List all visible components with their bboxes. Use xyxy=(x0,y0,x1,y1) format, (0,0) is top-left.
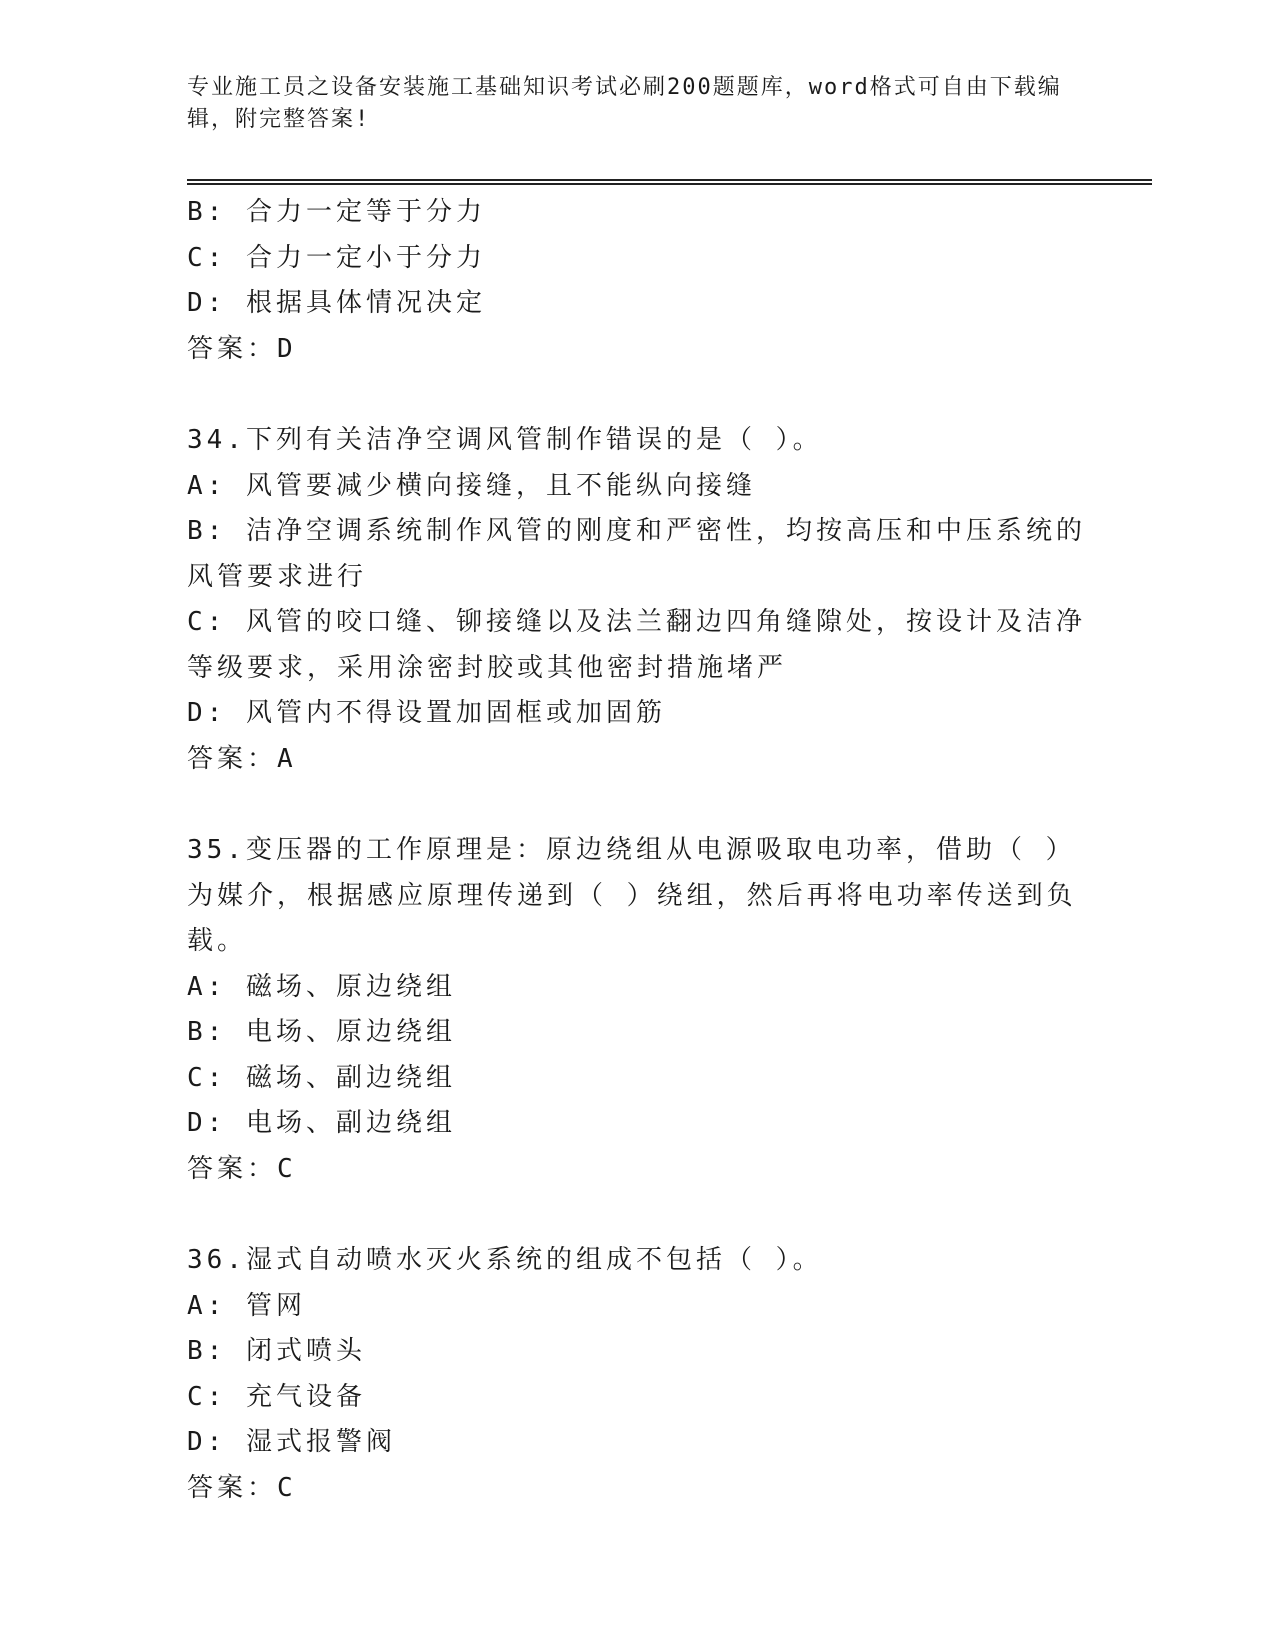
question-stem: 35.变压器的工作原理是：原边绕组从电源吸取电功率，借助（ ）为媒介，根据感应原理传递到（ ）绕组，然后再将电功率传送到负载。 xyxy=(187,835,1077,956)
answer-line: 答案：C xyxy=(187,1472,297,1503)
question-35 xyxy=(187,828,1087,1192)
answer-line: 答案：D xyxy=(187,333,297,364)
option-d: D: 湿式报警阀 xyxy=(187,1427,396,1457)
option-a: A: 磁场、原边绕组 xyxy=(187,971,456,1002)
option-b: B: 合力一定等于分力 xyxy=(187,197,486,227)
option-d: D: 根据具体情况决定 xyxy=(187,288,486,318)
option-c: C: 风管的咬口缝、铆接缝以及法兰翻边四角缝隙处，按设计及洁净等级要求，采用涂密封胶或其他密封措施堵严 xyxy=(187,607,1086,683)
option-c: C: 充气设备 xyxy=(187,1381,366,1412)
prev-question-block xyxy=(187,190,1087,372)
option-d: D: 风管内不得设置加固框或加固筋 xyxy=(187,698,666,728)
document-header: 专业施工员之设备安装施工基础知识考试必刷200题题库，word格式可自由下载编辑，附完整答案! xyxy=(187,75,1062,132)
option-a: A: 管网 xyxy=(187,1290,306,1321)
header-rule-bottom xyxy=(187,183,1152,185)
spacer xyxy=(187,1192,1087,1238)
option-b: B: 电场、原边绕组 xyxy=(187,1017,456,1047)
option-b: B: 洁净空调系统制作风管的刚度和严密性，均按高压和中压系统的风管要求进行 xyxy=(187,516,1086,592)
answer-line: 答案：C xyxy=(187,1153,297,1184)
document-body xyxy=(187,190,1087,1511)
spacer xyxy=(187,372,1087,418)
option-c: C: 合力一定小于分力 xyxy=(187,242,486,273)
question-stem: 36.湿式自动喷水灭火系统的组成不包括（ ）。 xyxy=(187,1245,823,1275)
option-a: A: 风管要减少横向接缝，且不能纵向接缝 xyxy=(187,470,756,501)
header-rule-top xyxy=(187,179,1152,181)
option-d: D: 电场、副边绕组 xyxy=(187,1108,456,1138)
option-c: C: 磁场、副边绕组 xyxy=(187,1062,456,1093)
spacer xyxy=(187,782,1087,828)
answer-line: 答案：A xyxy=(187,743,297,774)
question-34 xyxy=(187,418,1087,782)
option-b: B: 闭式喷头 xyxy=(187,1336,366,1366)
question-36 xyxy=(187,1238,1087,1511)
question-stem: 34.下列有关洁净空调风管制作错误的是（ ）。 xyxy=(187,425,823,455)
